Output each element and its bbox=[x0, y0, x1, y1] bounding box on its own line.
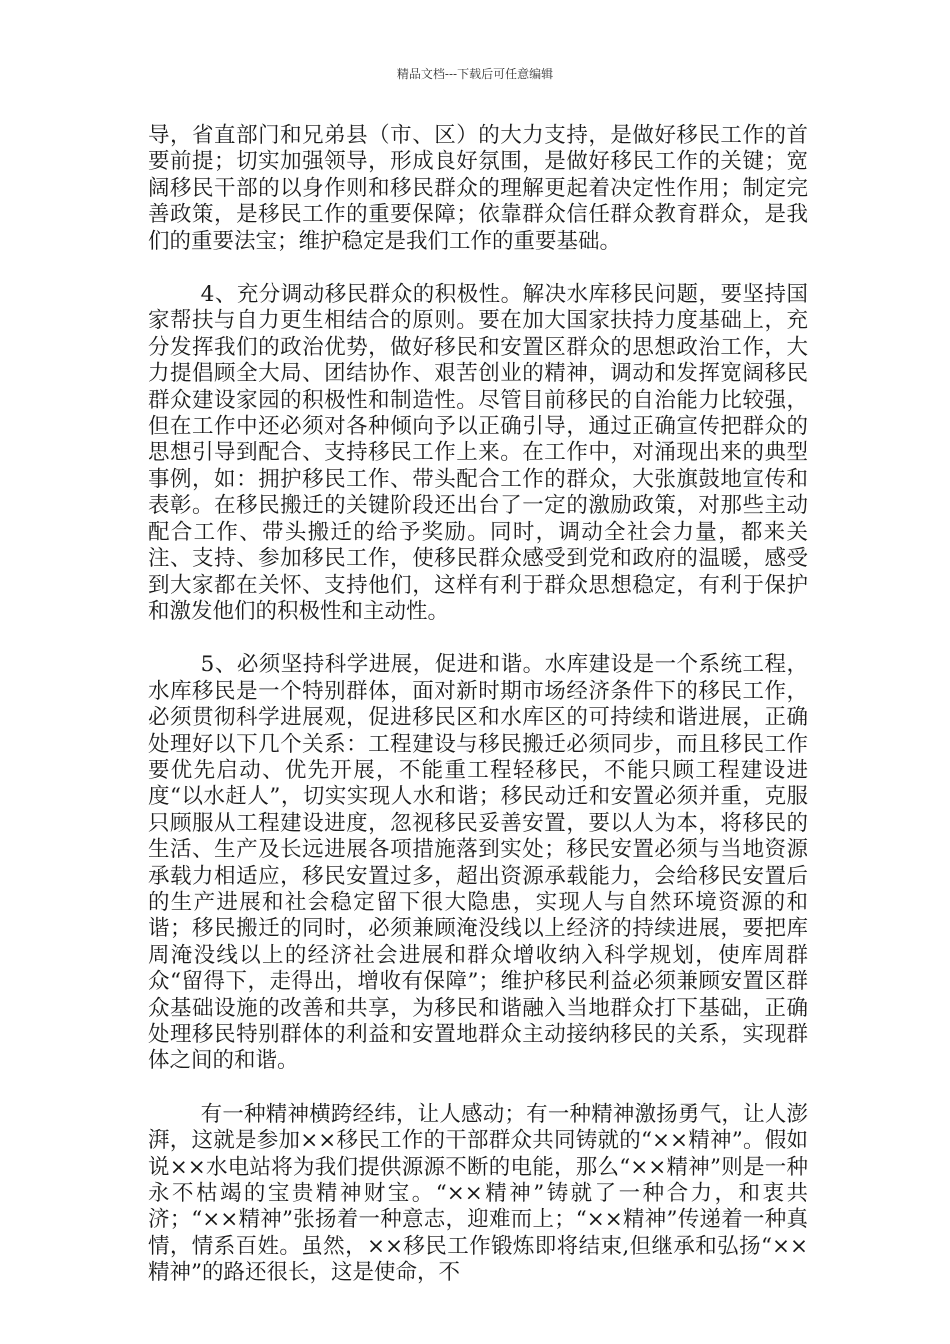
document-body bbox=[148, 123, 808, 1287]
paragraph-continued: 导，省直部门和兄弟县（市、区）的大力支持，是做好移民工作的首要前提；切实加强领导，形成良好氛围，是做好移民工作的关键；宽阔移民干部的以身作则和移民群众的理解更起着决定性作用；制定完善政策，是移民工作的重要保障；依靠群众信任群众教育群众，是我们的重要法宝；维护稳定是我们工作的重要基础。 bbox=[148, 123, 808, 254]
page-header: 精品文档---下载后可任意编辑 bbox=[396, 67, 554, 81]
paragraph-point-4: 4、充分调动移民群众的积极性。解决水库移民问题，要坚持国家帮扶与自力更生相结合的原则。要在加大国家扶持力度基础上，充分发挥我们的政治优势，做好移民和安置区群众的思想政治工作，大力提倡顾全大局、团结协作、艰苦创业的精神，调动和发挥宽阔移民群众建设家园的积极性和制造性。尽管目前移民的自治能力比较强，但在工作中还必须对各种倾向予以正确引导，通过正确宣传把群众的思想引导到配合、支持移民工作上来。在工作中，对涌现出来的典型事例，如：拥护移民工作、带头配合工作的群众，大张旗鼓地宣传和表彰。在移民搬迁的关键阶段还出台了一定的激励政策，对那些主动配合工作、带头搬迁的给予奖励。同时，调动全社会力量，都来关注、支持、参加移民工作，使移民群众感受到党和政府的温暖，感受到大家都在关怀、支持他们，这样有利于群众思想稳定，有利于保护和激发他们的积极性和主动性。 bbox=[148, 282, 808, 624]
paragraph-spirit: 有一种精神横跨经纬，让人感动；有一种精神激扬勇气，让人澎湃，这就是参加××移民工作的干部群众共同铸就的“××精神”。假如说××水电站将为我们提供源源不断的电能，那么“××精神”则是一种永不枯竭的宝贵精神财宝。“××精神”铸就了一种合力，和衷共济；“××精神”张扬着一种意志，迎难而上；“××精神”传递着一种真情，情系百姓。虽然，××移民工作锻炼即将结束,但继承和弘扬“××精神”的路还很长，这是使命，不 bbox=[148, 1101, 808, 1286]
paragraph-point-5: 5、必须坚持科学进展，促进和谐。水库建设是一个系统工程，水库移民是一个特别群体，面对新时期市场经济条件下的移民工作，必须贯彻科学进展观，促进移民区和水库区的可持续和谐进展，正确处理好以下几个关系：工程建设与移民搬迁必须同步，而且移民工作要优先启动、优先开展，不能重工程轻移民，不能只顾工程建设进度“以水赶人”，切实实现人水和谐；移民动迁和安置必须并重，克服只顾服从工程建设进度，忽视移民妥善安置，要以人为本，将移民的生活、生产及长远进展各项措施落到实处；移民安置必须与当地资源承载力相适应，移民安置过多，超出资源承载能力，会给移民安置后的生产进展和社会稳定留下很大隐患，实现人与自然环境资源的和谐；移民搬迁的同时，必须兼顾淹没线以上经济的持续进展，要把库周淹没线以上的经济社会进展和群众增收纳入科学规划，使库周群众“留得下，走得出，增收有保障”；维护移民利益必须兼顾安置区群众基础设施的改善和共享，为移民和谐融入当地群众打下基础，正确处理移民特别群体的利益和安置地群众主动接纳移民的关系，实现群体之间的和谐。 bbox=[148, 652, 808, 1074]
